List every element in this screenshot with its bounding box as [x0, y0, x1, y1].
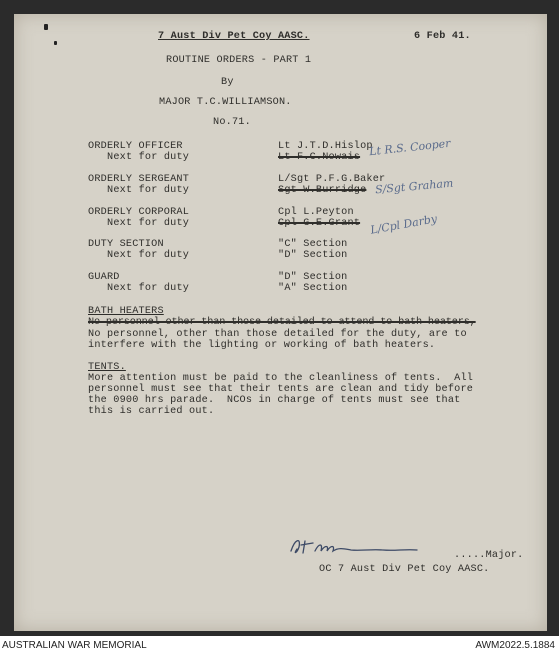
- duty-current: "C" Section: [278, 239, 348, 250]
- bath-heaters-heading: BATH HEATERS: [88, 306, 164, 317]
- commanding-officer: MAJOR T.C.WILLIAMSON.: [159, 97, 292, 108]
- punch-mark: [54, 41, 57, 45]
- duty-role: ORDERLY OFFICER: [88, 141, 183, 152]
- duty-role: DUTY SECTION: [88, 239, 164, 250]
- duty-role: ORDERLY CORPORAL: [88, 207, 190, 218]
- duty-current: Cpl L.Peyton: [278, 207, 354, 218]
- bath-heaters-line: No personnel, other than those detailed for the duty, are to: [88, 329, 467, 340]
- by-line: By: [221, 77, 234, 88]
- next-for-duty-label: Next for duty: [107, 250, 190, 261]
- order-date: 6 Feb 41.: [414, 31, 471, 42]
- unit-heading: 7 Aust Div Pet Coy AASC.: [158, 31, 310, 42]
- handwritten-signature: [287, 533, 453, 559]
- pencil-annotation: Lt R.S. Cooper: [368, 136, 452, 159]
- tents-line: this is carried out.: [88, 406, 215, 417]
- punch-mark: [44, 24, 48, 30]
- next-for-duty-label: Next for duty: [107, 218, 190, 229]
- duty-current: L/Sgt P.F.G.Baker: [278, 174, 386, 185]
- orders-title: ROUTINE ORDERS - PART 1: [166, 55, 312, 66]
- duty-next: "D" Section: [278, 250, 348, 261]
- order-number: No.71.: [213, 117, 251, 128]
- duty-next-struck: Cpl G.E.Grant: [278, 218, 361, 229]
- duty-role: ORDERLY SERGEANT: [88, 174, 190, 185]
- signature-rank: .....Major.: [454, 550, 524, 561]
- pencil-annotation: S/Sgt Graham: [374, 176, 454, 197]
- next-for-duty-label: Next for duty: [107, 283, 190, 294]
- duty-next-struck: Sgt W.Burridge: [278, 185, 367, 196]
- tents-heading: TENTS.: [88, 362, 126, 373]
- duty-next-struck: Lt F.C.Nowais: [278, 152, 361, 163]
- tents-line: personnel must see that their tents are clean and tidy before: [88, 384, 474, 395]
- duty-current: Lt J.T.D.Hislop: [278, 141, 373, 152]
- bath-heaters-line: interfere with the lighting or working of bath heaters.: [88, 340, 436, 351]
- tents-line: the 0900 hrs parade. NCOs in charge of tents must see that: [88, 395, 461, 406]
- footer-accession-number: AWM2022.5.1884: [475, 640, 555, 651]
- duty-role: GUARD: [88, 272, 120, 283]
- bath-heaters-struck-line: No personnel other than those detailed to attend to bath heaters,: [88, 317, 476, 328]
- duty-current: "D" Section: [278, 272, 348, 283]
- tents-line: More attention must be paid to the cleanliness of tents. All: [88, 373, 474, 384]
- footer-institution: AUSTRALIAN WAR MEMORIAL: [2, 640, 147, 651]
- pencil-annotation: L/Cpl Darby: [369, 212, 438, 237]
- signature-position: OC 7 Aust Div Pet Coy AASC.: [319, 564, 490, 575]
- duty-next: "A" Section: [278, 283, 348, 294]
- next-for-duty-label: Next for duty: [107, 152, 190, 163]
- next-for-duty-label: Next for duty: [107, 185, 190, 196]
